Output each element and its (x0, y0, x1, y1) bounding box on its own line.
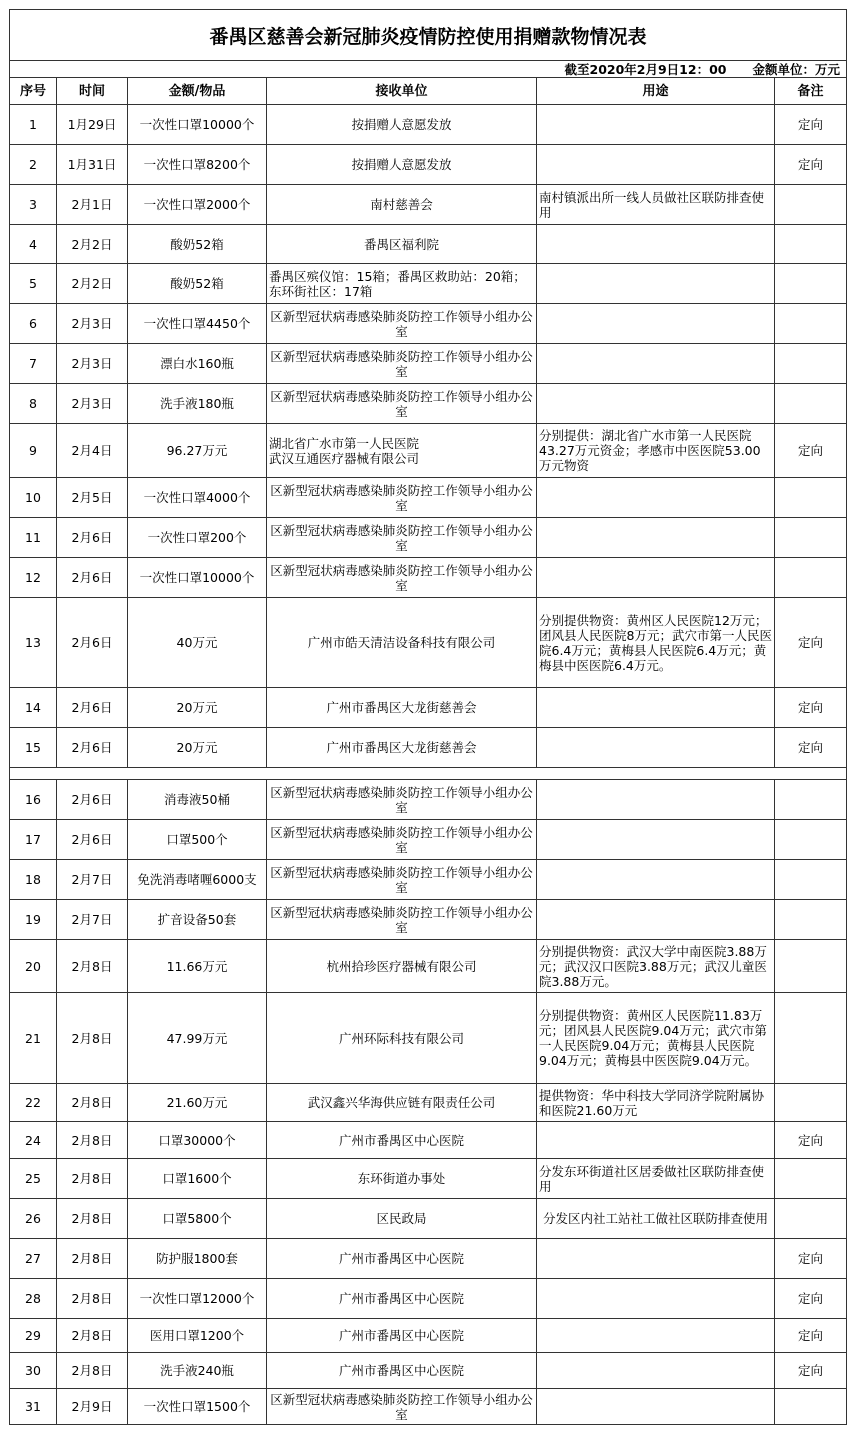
table-cell-date: 2月4日 (57, 424, 128, 478)
table-cell-date: 2月8日 (57, 1279, 128, 1319)
table-cell-item: 口罩1600个 (128, 1159, 267, 1199)
table-cell-date: 2月6日 (57, 598, 128, 688)
table-cell-seq: 24 (9, 1122, 57, 1159)
table-cell-purpose: 分别提供物资：武汉大学中南医院3.88万元；武汉汉口医院3.88万元；武汉儿童医院3.88万元。 (537, 940, 775, 993)
table-cell-seq: 27 (9, 1239, 57, 1279)
table-cell-recipient: 广州市皓天清洁设备科技有限公司 (267, 598, 537, 688)
table-cell-seq: 22 (9, 1084, 57, 1122)
table-cell-seq: 20 (9, 940, 57, 993)
table-cell-date: 2月8日 (57, 1084, 128, 1122)
table-cell-seq: 30 (9, 1353, 57, 1389)
table-cell-note (775, 478, 847, 518)
table-cell-recipient: 按捐赠人意愿发放 (267, 145, 537, 185)
table-cell-date: 2月8日 (57, 1319, 128, 1353)
table-cell-item: 一次性口罩12000个 (128, 1279, 267, 1319)
table-cell-purpose (537, 688, 775, 728)
amount-unit: 金额单位：万元 (752, 61, 840, 77)
table-cell-item: 47.99万元 (128, 993, 267, 1084)
table-cell-recipient: 广州市番禺区中心医院 (267, 1122, 537, 1159)
table-cell-note (775, 384, 847, 424)
table-cell-purpose (537, 558, 775, 598)
header-col-item: 金额/物品 (128, 78, 267, 105)
table-cell-note (775, 900, 847, 940)
table-cell-purpose (537, 860, 775, 900)
table-cell-purpose (537, 384, 775, 424)
table-cell-note (775, 185, 847, 225)
table-cell-note (775, 1159, 847, 1199)
table-cell-recipient: 区新型冠状病毒感染肺炎防控工作领导小组办公室 (267, 304, 537, 344)
table-cell-date: 1月29日 (57, 105, 128, 145)
table-cell-item: 20万元 (128, 728, 267, 768)
table-cell-seq: 1 (9, 105, 57, 145)
table-cell-recipient: 区新型冠状病毒感染肺炎防控工作领导小组办公室 (267, 478, 537, 518)
table-cell-seq: 8 (9, 384, 57, 424)
table-cell-note (775, 780, 847, 820)
table-cell-seq: 3 (9, 185, 57, 225)
table-cell-seq: 12 (9, 558, 57, 598)
table-cell-date: 2月7日 (57, 860, 128, 900)
table-cell-purpose: 分别提供物资：黄州区人民医院11.83万元；团风县人民医院9.04万元；武穴市第一人民医院9.04万元；黄梅县人民医院9.04万元；黄梅县中医医院9.04万元。 (537, 993, 775, 1084)
table-cell-date: 2月8日 (57, 1199, 128, 1239)
header-col-recipient: 接收单位 (267, 78, 537, 105)
table-cell-date: 2月8日 (57, 1353, 128, 1389)
table-cell-note: 定向 (775, 424, 847, 478)
table-cell-note: 定向 (775, 688, 847, 728)
table-cell-purpose (537, 145, 775, 185)
table-cell-note (775, 344, 847, 384)
table-cell-seq: 17 (9, 820, 57, 860)
table-cell-recipient: 区新型冠状病毒感染肺炎防控工作领导小组办公室 (267, 558, 537, 598)
table-cell-note: 定向 (775, 1239, 847, 1279)
table-cell-purpose (537, 780, 775, 820)
table-cell-seq: 16 (9, 780, 57, 820)
table-cell-item: 酸奶52箱 (128, 264, 267, 304)
table-cell-item: 20万元 (128, 688, 267, 728)
table-cell-seq: 6 (9, 304, 57, 344)
table-cell-seq: 29 (9, 1319, 57, 1353)
table-cell-recipient: 区新型冠状病毒感染肺炎防控工作领导小组办公室 (267, 1389, 537, 1425)
table-cell-item: 一次性口罩4450个 (128, 304, 267, 344)
table-cell-date: 2月2日 (57, 264, 128, 304)
table-cell-note (775, 993, 847, 1084)
table-cell-purpose: 分发东环街道社区居委做社区联防排查使用 (537, 1159, 775, 1199)
as-of-time: 截至2020年2月9日12：00 (564, 61, 727, 77)
table-cell-item: 11.66万元 (128, 940, 267, 993)
table-cell-seq: 19 (9, 900, 57, 940)
table-cell-date: 2月6日 (57, 780, 128, 820)
table-cell-seq: 9 (9, 424, 57, 478)
table-cell-seq: 7 (9, 344, 57, 384)
table-cell-recipient: 武汉鑫兴华海供应链有限责任公司 (267, 1084, 537, 1122)
table-cell-date: 2月5日 (57, 478, 128, 518)
table-cell-purpose (537, 264, 775, 304)
table-cell-seq: 5 (9, 264, 57, 304)
table-cell-date: 2月3日 (57, 344, 128, 384)
table-cell-item: 40万元 (128, 598, 267, 688)
table-cell-recipient: 按捐赠人意愿发放 (267, 105, 537, 145)
table-cell-purpose (537, 1319, 775, 1353)
table-cell-item: 一次性口罩2000个 (128, 185, 267, 225)
table-cell-recipient: 广州市番禺区中心医院 (267, 1239, 537, 1279)
table-cell-date: 2月3日 (57, 384, 128, 424)
table-cell-note: 定向 (775, 728, 847, 768)
table-cell-date: 2月8日 (57, 940, 128, 993)
table-cell-purpose: 分发区内社工站社工做社区联防排查使用 (537, 1199, 775, 1239)
table-cell-note (775, 304, 847, 344)
table-cell-note: 定向 (775, 1122, 847, 1159)
table-cell-item: 洗手液240瓶 (128, 1353, 267, 1389)
table-cell-date: 2月6日 (57, 558, 128, 598)
table-cell-purpose (537, 728, 775, 768)
table-cell-purpose (537, 820, 775, 860)
table-cell-purpose (537, 478, 775, 518)
table-cell-item: 21.60万元 (128, 1084, 267, 1122)
table-cell-purpose (537, 304, 775, 344)
table-cell-date: 2月6日 (57, 688, 128, 728)
table-cell-recipient: 广州市番禺区中心医院 (267, 1279, 537, 1319)
header-col-note: 备注 (775, 78, 847, 105)
table-cell-item: 口罩5800个 (128, 1199, 267, 1239)
table-cell-item: 漂白水160瓶 (128, 344, 267, 384)
table-cell-date: 1月31日 (57, 145, 128, 185)
table-cell-note: 定向 (775, 105, 847, 145)
table-cell-recipient: 广州环际科技有限公司 (267, 993, 537, 1084)
table-cell-date: 2月9日 (57, 1389, 128, 1425)
table-cell-note (775, 860, 847, 900)
table-cell-item: 一次性口罩10000个 (128, 558, 267, 598)
table-cell-item: 口罩500个 (128, 820, 267, 860)
table-cell-item: 口罩30000个 (128, 1122, 267, 1159)
table-cell-purpose (537, 105, 775, 145)
table-cell-note (775, 558, 847, 598)
table-cell-recipient: 番禺区殡仪馆：15箱；番禺区救助站：20箱；东环街社区：17箱 (267, 264, 537, 304)
table-cell-note (775, 1084, 847, 1122)
table-cell-item: 扩音设备50套 (128, 900, 267, 940)
table-cell-recipient: 区新型冠状病毒感染肺炎防控工作领导小组办公室 (267, 518, 537, 558)
table-cell-item: 一次性口罩10000个 (128, 105, 267, 145)
table-cell-recipient: 东环街道办事处 (267, 1159, 537, 1199)
table-cell-seq: 28 (9, 1279, 57, 1319)
table-cell-recipient: 番禺区福利院 (267, 225, 537, 264)
table-cell-recipient: 广州市番禺区大龙街慈善会 (267, 688, 537, 728)
table-cell-date: 2月8日 (57, 1122, 128, 1159)
header-col-seq: 序号 (9, 78, 57, 105)
table-cell-purpose (537, 1353, 775, 1389)
table-cell-note: 定向 (775, 1319, 847, 1353)
table-cell-item: 一次性口罩200个 (128, 518, 267, 558)
table-cell-recipient: 区新型冠状病毒感染肺炎防控工作领导小组办公室 (267, 344, 537, 384)
table-cell-note (775, 820, 847, 860)
table-cell-purpose: 分别提供物资：黄州区人民医院12万元；团风县人民医院8万元；武穴市第一人民医院6.4万元；黄梅县人民医院6.4万元；黄梅县中医医院6.4万元。 (537, 598, 775, 688)
table-cell-seq: 11 (9, 518, 57, 558)
table-cell-seq: 26 (9, 1199, 57, 1239)
table-cell-seq: 4 (9, 225, 57, 264)
header-col-date: 时间 (57, 78, 128, 105)
table-cell-date: 2月8日 (57, 1159, 128, 1199)
table-cell-item: 一次性口罩8200个 (128, 145, 267, 185)
table-cell-date: 2月6日 (57, 820, 128, 860)
table-cell-note (775, 1389, 847, 1425)
table-cell-item: 免洗消毒啫喱6000支 (128, 860, 267, 900)
table-cell-recipient: 区新型冠状病毒感染肺炎防控工作领导小组办公室 (267, 820, 537, 860)
page-title: 番禺区慈善会新冠肺炎疫情防控使用捐赠款物情况表 (9, 9, 847, 61)
table-cell-item: 防护服1800套 (128, 1239, 267, 1279)
table-cell-recipient: 广州市番禺区大龙街慈善会 (267, 728, 537, 768)
table-cell-item: 消毒液50桶 (128, 780, 267, 820)
table-cell-recipient: 湖北省广水市第一人民医院 武汉互通医疗器械有限公司 (267, 424, 537, 478)
table-cell-date: 2月7日 (57, 900, 128, 940)
table-cell-recipient: 区新型冠状病毒感染肺炎防控工作领导小组办公室 (267, 900, 537, 940)
table-cell-date: 2月3日 (57, 304, 128, 344)
table-cell-item: 酸奶52箱 (128, 225, 267, 264)
table-cell-seq: 18 (9, 860, 57, 900)
table-cell-date: 2月2日 (57, 225, 128, 264)
table-cell-note (775, 264, 847, 304)
table-cell-recipient: 区民政局 (267, 1199, 537, 1239)
table-cell-note (775, 518, 847, 558)
table-cell-purpose (537, 900, 775, 940)
table-cell-date: 2月6日 (57, 728, 128, 768)
table-cell-note (775, 940, 847, 993)
table-cell-seq: 10 (9, 478, 57, 518)
table-cell-note: 定向 (775, 598, 847, 688)
table-cell-date: 2月8日 (57, 1239, 128, 1279)
table-cell-seq: 15 (9, 728, 57, 768)
table-cell-recipient: 区新型冠状病毒感染肺炎防控工作领导小组办公室 (267, 780, 537, 820)
table-cell-note: 定向 (775, 145, 847, 185)
table-cell-item: 洗手液180瓶 (128, 384, 267, 424)
table-cell-purpose: 分别提供：湖北省广水市第一人民医院43.27万元资金；孝感市中医医院53.00万元物资 (537, 424, 775, 478)
table-cell-seq: 13 (9, 598, 57, 688)
table-cell-purpose (537, 1389, 775, 1425)
table-cell-note: 定向 (775, 1353, 847, 1389)
table-cell-seq: 2 (9, 145, 57, 185)
table-cell-purpose (537, 1122, 775, 1159)
table-cell-seq: 25 (9, 1159, 57, 1199)
table-cell-recipient: 广州市番禺区中心医院 (267, 1319, 537, 1353)
table-cell-recipient: 区新型冠状病毒感染肺炎防控工作领导小组办公室 (267, 384, 537, 424)
table-cell-purpose (537, 225, 775, 264)
table-cell-note: 定向 (775, 1279, 847, 1319)
table-cell-note (775, 1199, 847, 1239)
header-col-purpose: 用途 (537, 78, 775, 105)
table-cell-note (775, 225, 847, 264)
table-cell-date: 2月1日 (57, 185, 128, 225)
table-cell-purpose (537, 344, 775, 384)
table-cell-item: 医用口罩1200个 (128, 1319, 267, 1353)
table-cell-seq: 21 (9, 993, 57, 1084)
table-cell-item: 一次性口罩1500个 (128, 1389, 267, 1425)
table-cell-purpose (537, 1239, 775, 1279)
table-cell-recipient: 广州市番禺区中心医院 (267, 1353, 537, 1389)
table-cell-seq: 31 (9, 1389, 57, 1425)
table-cell-seq: 14 (9, 688, 57, 728)
table-cell-recipient: 区新型冠状病毒感染肺炎防控工作领导小组办公室 (267, 860, 537, 900)
table-cell-item: 一次性口罩4000个 (128, 478, 267, 518)
table-cell-purpose: 南村镇派出所一线人员做社区联防排查使用 (537, 185, 775, 225)
table-cell-item: 96.27万元 (128, 424, 267, 478)
table-cell-purpose: 提供物资：华中科技大学同济学院附属协和医院21.60万元 (537, 1084, 775, 1122)
table-cell-date: 2月8日 (57, 993, 128, 1084)
table-cell-recipient: 杭州拾珍医疗器械有限公司 (267, 940, 537, 993)
table-cell-purpose (537, 518, 775, 558)
table-cell-recipient: 南村慈善会 (267, 185, 537, 225)
table-cell-date: 2月6日 (57, 518, 128, 558)
table-cell-purpose (537, 1279, 775, 1319)
table-meta (9, 60, 847, 78)
